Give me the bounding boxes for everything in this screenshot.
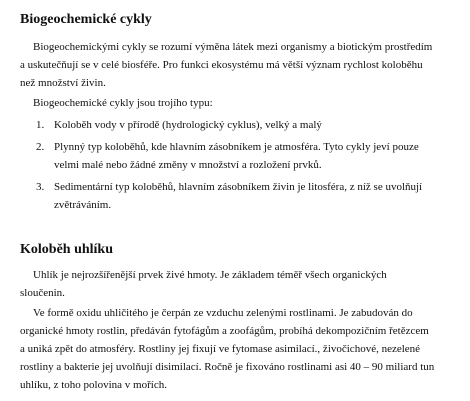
- paragraph-line: než množství živin.: [20, 77, 106, 89]
- list-item: [20, 178, 450, 214]
- list-number: 2.: [36, 141, 45, 153]
- paragraph-carbon-fixation: [20, 304, 442, 394]
- list-item: [20, 116, 450, 134]
- list-item-line: Sedimentární typ koloběhů, hlavním zásobníkem živin je litosféra, z níž se uvolňují: [54, 181, 423, 193]
- paragraph-line: Uhlík je nejrozšířenější prvek živé hmoty. Je základem téměř všech organických: [33, 269, 387, 281]
- list-item: [20, 138, 450, 174]
- paragraph-biogeochemical-definition: [20, 38, 442, 92]
- paragraph-line: organické hmoty rostlin, předáván fytofágům a zoofágům, probíhá dekompozičním řetězcem: [20, 325, 429, 337]
- paragraph-line: a uniká zpět do atmosféry. Rostliny jej fixují ve fytomase asimilací., živočichové, nezelené: [20, 343, 421, 355]
- section-heading-carbon-cycle: Koloběh uhlíku: [20, 242, 113, 257]
- paragraph-cycle-types-intro: [20, 94, 442, 112]
- list-number: 1.: [36, 119, 45, 131]
- list-item-line: zvětráváním.: [54, 199, 112, 211]
- paragraph-line: sloučenin.: [20, 287, 65, 299]
- paragraph-line: Biogeochemickými cykly se rozumí výměna látek mezi organismy a biotickým prostředím: [33, 41, 433, 53]
- cycle-types-list: [20, 116, 450, 218]
- list-item-line: velmi malé nebo žádné změny v množství a rozložení prvků.: [54, 159, 322, 171]
- paragraph-line: uhlíku, z toho polovina v mořích.: [20, 379, 167, 391]
- paragraph-line: Ve formě oxidu uhličitého je čerpán ze vzduchu zelenými rostlinami. Je zabudován do: [33, 307, 413, 319]
- paragraph-carbon-intro: [20, 266, 442, 302]
- paragraph-line: rostliny a bakterie jej uvolňují disimilací. Ročně je fixováno rostlinami asi 40 – 90 miliard tun: [20, 361, 435, 373]
- paragraph-line: Biogeochemické cykly jsou trojího typu:: [33, 97, 213, 109]
- section-heading-biogeochemical-cycles: Biogeochemické cykly: [20, 12, 152, 27]
- paragraph-line: a uskutečňují se v celé biosféře. Pro funkci ekosystému má větší význam rychlost koloběhu: [20, 59, 423, 71]
- list-item-line: Koloběh vody v přírodě (hydrologický cyklus), velký a malý: [54, 119, 322, 131]
- list-item-line: Plynný typ koloběhů, kde hlavním zásobníkem je atmosféra. Tyto cykly jeví pouze: [54, 141, 419, 153]
- list-number: 3.: [36, 181, 45, 193]
